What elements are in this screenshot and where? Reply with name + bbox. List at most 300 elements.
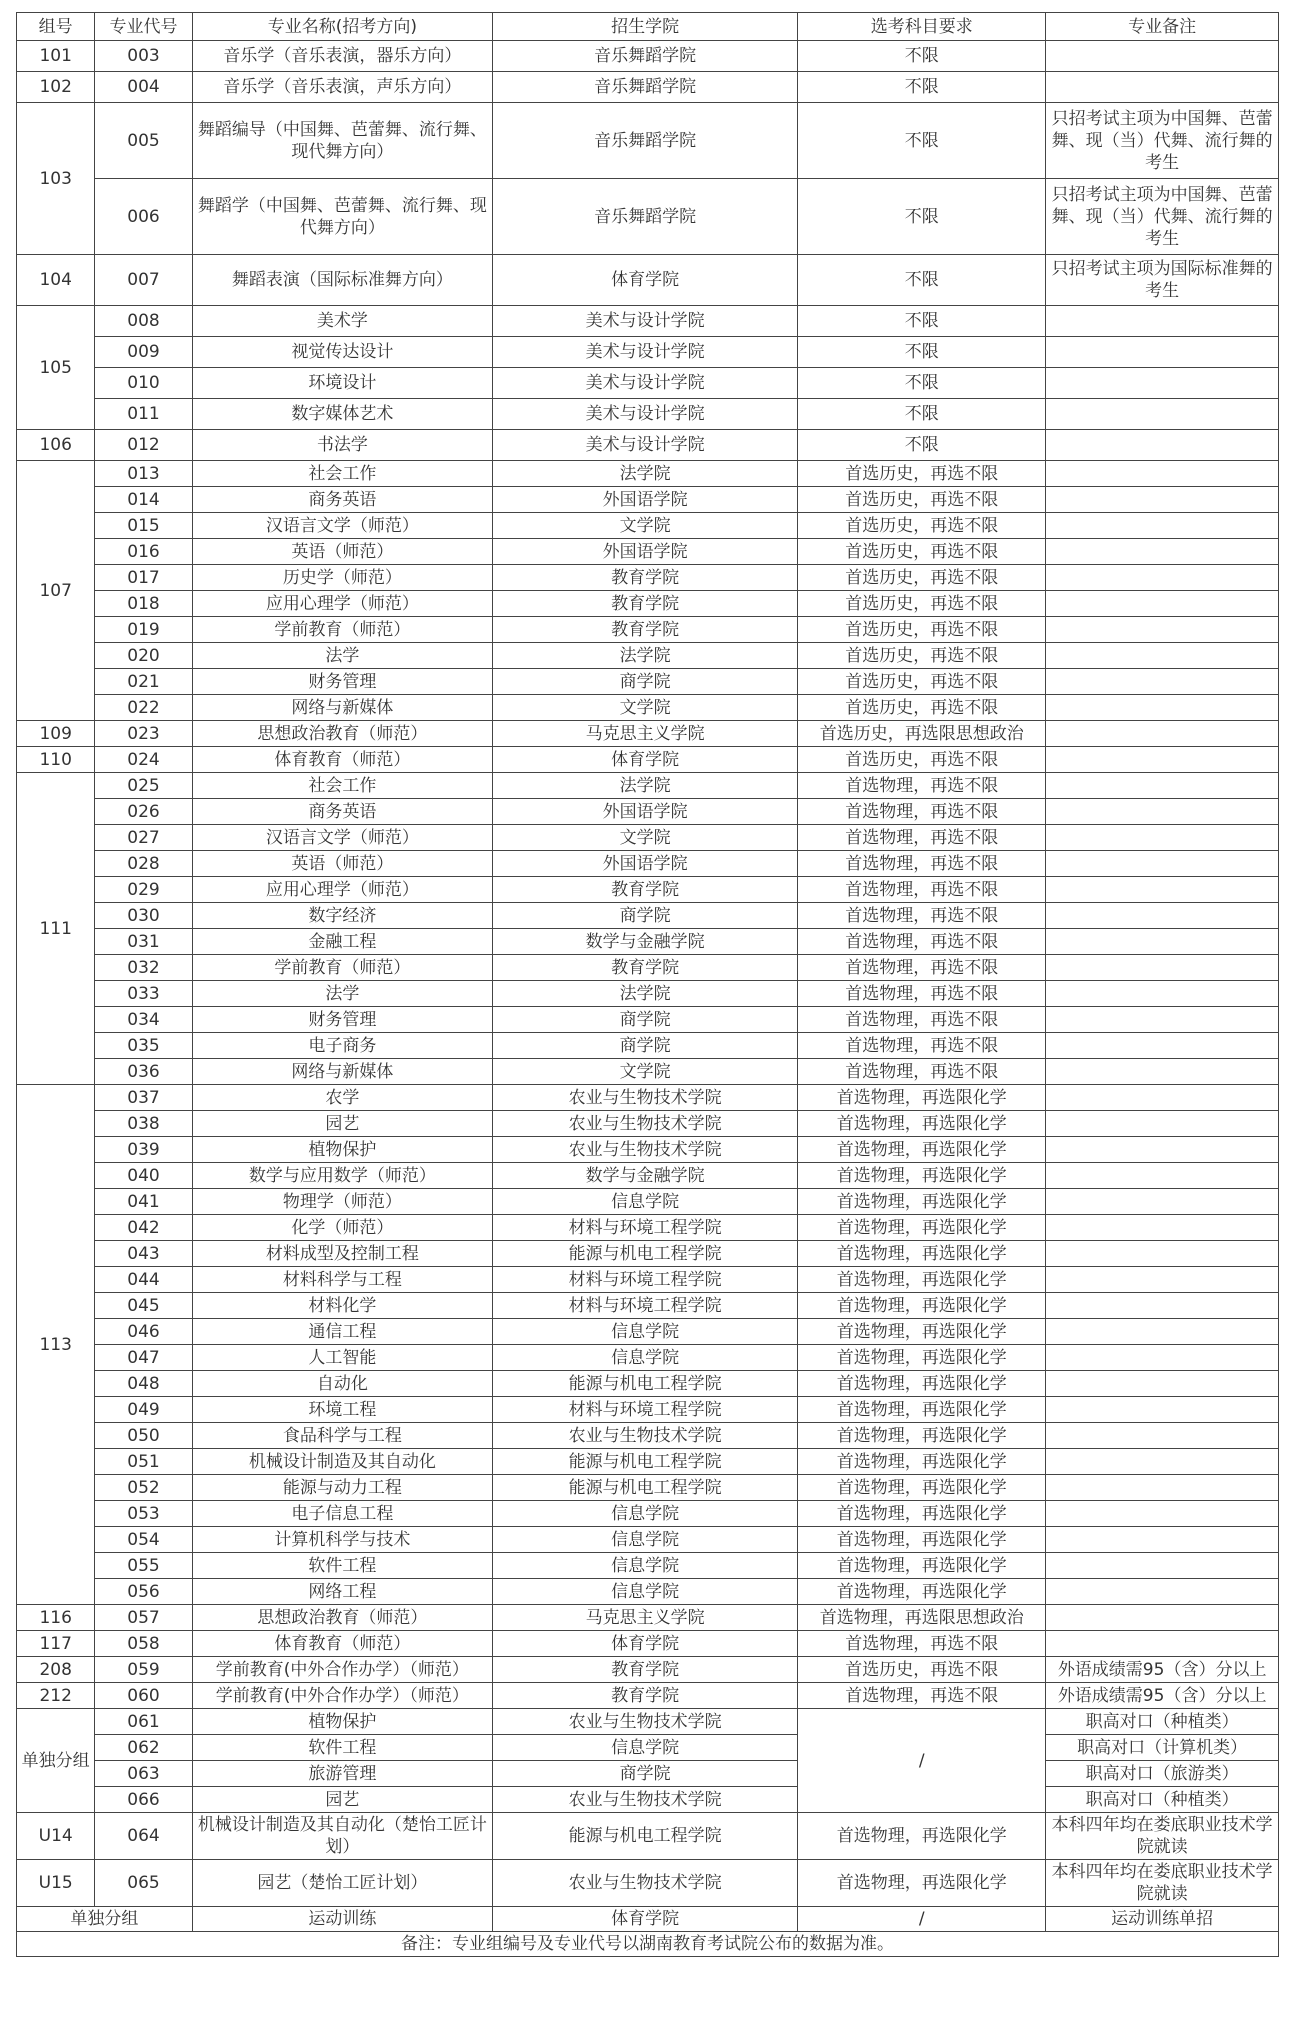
group-cell: 106 bbox=[17, 430, 95, 461]
subject-cell: 不限 bbox=[798, 306, 1046, 337]
remark-cell bbox=[1046, 1345, 1279, 1371]
table-row bbox=[17, 430, 1279, 461]
table-row bbox=[17, 1449, 1279, 1475]
table-row bbox=[17, 1371, 1279, 1397]
code-cell: 048 bbox=[95, 1371, 192, 1397]
header-college: 招生学院 bbox=[493, 13, 798, 41]
subject-cell: 首选物理，再选限化学 bbox=[798, 1189, 1046, 1215]
college-cell: 法学院 bbox=[493, 643, 798, 669]
table-row bbox=[17, 399, 1279, 430]
major-name-cell: 书法学 bbox=[192, 430, 492, 461]
subject-cell: 首选物理，再选不限 bbox=[798, 1631, 1046, 1657]
code-cell: 029 bbox=[95, 877, 192, 903]
subject-cell: 首选历史，再选不限 bbox=[798, 591, 1046, 617]
remark-cell bbox=[1046, 669, 1279, 695]
major-name-cell: 能源与动力工程 bbox=[192, 1475, 492, 1501]
code-cell: 056 bbox=[95, 1579, 192, 1605]
major-name-cell: 机械设计制造及其自动化（楚怡工匠计划） bbox=[192, 1813, 492, 1860]
subject-cell: 首选物理，再选限化学 bbox=[798, 1345, 1046, 1371]
table-row bbox=[17, 1475, 1279, 1501]
table-row bbox=[17, 877, 1279, 903]
college-cell: 文学院 bbox=[493, 695, 798, 721]
code-cell: 045 bbox=[95, 1293, 192, 1319]
college-cell: 商学院 bbox=[493, 1761, 798, 1787]
code-cell: 023 bbox=[95, 721, 192, 747]
table-row bbox=[17, 103, 1279, 179]
table-row bbox=[17, 851, 1279, 877]
major-name-cell: 数学与应用数学（师范） bbox=[192, 1163, 492, 1189]
code-cell: 011 bbox=[95, 399, 192, 430]
major-name-cell: 植物保护 bbox=[192, 1709, 492, 1735]
code-cell: 065 bbox=[95, 1860, 192, 1907]
major-name-cell: 舞蹈编导（中国舞、芭蕾舞、流行舞、现代舞方向） bbox=[192, 103, 492, 179]
subject-cell: 不限 bbox=[798, 399, 1046, 430]
special-row bbox=[17, 1907, 1279, 1932]
college-cell: 信息学院 bbox=[493, 1527, 798, 1553]
table-header bbox=[17, 13, 1279, 41]
code-cell: 041 bbox=[95, 1189, 192, 1215]
code-cell: 042 bbox=[95, 1215, 192, 1241]
code-cell: 032 bbox=[95, 955, 192, 981]
subject-cell: 首选物理，再选不限 bbox=[798, 955, 1046, 981]
major-name-cell: 思想政治教育（师范） bbox=[192, 721, 492, 747]
major-name-cell: 视觉传达设计 bbox=[192, 337, 492, 368]
subject-cell: 首选历史，再选不限 bbox=[798, 643, 1046, 669]
subject-cell: 首选物理，再选限化学 bbox=[798, 1163, 1046, 1189]
subject-cell: 首选物理，再选不限 bbox=[798, 1007, 1046, 1033]
college-cell: 体育学院 bbox=[493, 1631, 798, 1657]
code-cell: 049 bbox=[95, 1397, 192, 1423]
subject-cell: 不限 bbox=[798, 103, 1046, 179]
table-row bbox=[17, 41, 1279, 72]
remark-cell bbox=[1046, 1449, 1279, 1475]
college-cell: 数学与金融学院 bbox=[493, 1163, 798, 1189]
table-row bbox=[17, 1709, 1279, 1735]
subject-cell: 首选物理，再选不限 bbox=[798, 799, 1046, 825]
group-cell: U15 bbox=[17, 1860, 95, 1907]
code-cell: 007 bbox=[95, 255, 192, 306]
college-cell: 教育学院 bbox=[493, 565, 798, 591]
remark-cell bbox=[1046, 1007, 1279, 1033]
code-cell: 021 bbox=[95, 669, 192, 695]
code-cell: 033 bbox=[95, 981, 192, 1007]
major-name-cell: 学前教育(中外合作办学）（师范） bbox=[192, 1657, 492, 1683]
major-name-cell: 学前教育（师范） bbox=[192, 955, 492, 981]
remark-cell bbox=[1046, 1553, 1279, 1579]
table-row bbox=[17, 1085, 1279, 1111]
college-cell: 信息学院 bbox=[493, 1735, 798, 1761]
remark-cell bbox=[1046, 368, 1279, 399]
remark-cell: 职高对口（种植类） bbox=[1046, 1787, 1279, 1813]
remark-cell bbox=[1046, 1059, 1279, 1085]
remark-cell bbox=[1046, 1215, 1279, 1241]
remark-cell bbox=[1046, 1163, 1279, 1189]
table-row bbox=[17, 368, 1279, 399]
subject-cell: 首选物理，再选不限 bbox=[798, 1683, 1046, 1709]
subject-cell: 首选物理，再选限思想政治 bbox=[798, 1605, 1046, 1631]
code-cell: 040 bbox=[95, 1163, 192, 1189]
subject-cell: 首选物理，再选不限 bbox=[798, 773, 1046, 799]
subject-cell: 首选物理，再选限化学 bbox=[798, 1111, 1046, 1137]
table-row bbox=[17, 617, 1279, 643]
group-cell: 117 bbox=[17, 1631, 95, 1657]
group-cell: 111 bbox=[17, 773, 95, 1085]
remark-cell bbox=[1046, 1501, 1279, 1527]
major-name-cell: 美术学 bbox=[192, 306, 492, 337]
subject-cell: 首选物理，再选限化学 bbox=[798, 1397, 1046, 1423]
subject-cell: 首选历史，再选不限 bbox=[798, 565, 1046, 591]
code-cell: 039 bbox=[95, 1137, 192, 1163]
subject-cell: 不限 bbox=[798, 72, 1046, 103]
remark-cell bbox=[1046, 539, 1279, 565]
subject-cell: 不限 bbox=[798, 368, 1046, 399]
code-cell: 034 bbox=[95, 1007, 192, 1033]
header-code: 专业代号 bbox=[95, 13, 192, 41]
group-cell: 102 bbox=[17, 72, 95, 103]
subject-cell: 首选物理，再选限化学 bbox=[798, 1137, 1046, 1163]
college-cell: 数学与金融学院 bbox=[493, 929, 798, 955]
college-cell: 音乐舞蹈学院 bbox=[493, 41, 798, 72]
remark-cell bbox=[1046, 955, 1279, 981]
remark-cell bbox=[1046, 1423, 1279, 1449]
college-cell: 教育学院 bbox=[493, 955, 798, 981]
major-name-cell: 环境工程 bbox=[192, 1397, 492, 1423]
table-row bbox=[17, 1267, 1279, 1293]
major-name-cell: 网络与新媒体 bbox=[192, 695, 492, 721]
code-cell: 059 bbox=[95, 1657, 192, 1683]
code-cell: 012 bbox=[95, 430, 192, 461]
college-cell: 信息学院 bbox=[493, 1501, 798, 1527]
code-cell: 066 bbox=[95, 1787, 192, 1813]
remark-cell: 职高对口（旅游类） bbox=[1046, 1761, 1279, 1787]
remark-cell bbox=[1046, 399, 1279, 430]
college-cell: 商学院 bbox=[493, 1033, 798, 1059]
major-name-cell: 网络与新媒体 bbox=[192, 1059, 492, 1085]
code-cell: 050 bbox=[95, 1423, 192, 1449]
table-row bbox=[17, 1683, 1279, 1709]
subject-cell: 首选历史，再选不限 bbox=[798, 695, 1046, 721]
remark-cell bbox=[1046, 430, 1279, 461]
table-row bbox=[17, 1813, 1279, 1860]
code-cell: 015 bbox=[95, 513, 192, 539]
college-cell: 农业与生物技术学院 bbox=[493, 1787, 798, 1813]
subject-cell: 不限 bbox=[798, 41, 1046, 72]
major-name-cell: 自动化 bbox=[192, 1371, 492, 1397]
table-row bbox=[17, 255, 1279, 306]
remark-cell bbox=[1046, 747, 1279, 773]
subject-cell: 首选历史，再选不限 bbox=[798, 487, 1046, 513]
subject-cell: 首选物理，再选不限 bbox=[798, 825, 1046, 851]
college-cell: 法学院 bbox=[493, 981, 798, 1007]
code-cell: 010 bbox=[95, 368, 192, 399]
subject-cell: 首选物理，再选限化学 bbox=[798, 1241, 1046, 1267]
college-cell: 体育学院 bbox=[493, 255, 798, 306]
table-row bbox=[17, 565, 1279, 591]
code-cell: 022 bbox=[95, 695, 192, 721]
college-cell: 外国语学院 bbox=[493, 851, 798, 877]
table-row bbox=[17, 695, 1279, 721]
remark-cell bbox=[1046, 72, 1279, 103]
table-row bbox=[17, 539, 1279, 565]
subject-cell: 首选物理，再选限化学 bbox=[798, 1475, 1046, 1501]
table-row bbox=[17, 1527, 1279, 1553]
table-row bbox=[17, 1761, 1279, 1787]
subject-cell: 不限 bbox=[798, 179, 1046, 255]
code-cell: 020 bbox=[95, 643, 192, 669]
major-name-cell: 音乐学（音乐表演，声乐方向） bbox=[192, 72, 492, 103]
subject-cell: 首选历史，再选不限 bbox=[798, 1657, 1046, 1683]
college-cell: 商学院 bbox=[493, 669, 798, 695]
subject-cell: 首选历史，再选不限 bbox=[798, 513, 1046, 539]
table-row bbox=[17, 1553, 1279, 1579]
major-name-cell: 通信工程 bbox=[192, 1319, 492, 1345]
code-cell: 051 bbox=[95, 1449, 192, 1475]
subject-cell: 首选物理，再选不限 bbox=[798, 851, 1046, 877]
college-cell: 体育学院 bbox=[493, 747, 798, 773]
table-row bbox=[17, 1631, 1279, 1657]
remark-cell bbox=[1046, 903, 1279, 929]
table-row bbox=[17, 1215, 1279, 1241]
code-cell: 014 bbox=[95, 487, 192, 513]
subject-cell: 首选物理，再选不限 bbox=[798, 903, 1046, 929]
subject-cell: 不限 bbox=[798, 337, 1046, 368]
remark-cell bbox=[1046, 1033, 1279, 1059]
subject-cell: 不限 bbox=[798, 430, 1046, 461]
subject-cell: 首选历史，再选限思想政治 bbox=[798, 721, 1046, 747]
table-row bbox=[17, 1787, 1279, 1813]
college-cell: 教育学院 bbox=[493, 1683, 798, 1709]
major-name-cell: 物理学（师范） bbox=[192, 1189, 492, 1215]
code-cell: 003 bbox=[95, 41, 192, 72]
remark-cell: 外语成绩需95（含）分以上 bbox=[1046, 1657, 1279, 1683]
college-cell: 材料与环境工程学院 bbox=[493, 1397, 798, 1423]
major-name-cell: 网络工程 bbox=[192, 1579, 492, 1605]
group-cell: 208 bbox=[17, 1657, 95, 1683]
college-cell: 音乐舞蹈学院 bbox=[493, 72, 798, 103]
major-name-cell: 音乐学（音乐表演，器乐方向） bbox=[192, 41, 492, 72]
code-cell: 031 bbox=[95, 929, 192, 955]
major-name-cell: 社会工作 bbox=[192, 773, 492, 799]
college-cell: 教育学院 bbox=[493, 1657, 798, 1683]
college-cell: 文学院 bbox=[493, 825, 798, 851]
table-row bbox=[17, 591, 1279, 617]
major-name-cell: 思想政治教育（师范） bbox=[192, 1605, 492, 1631]
major-name-cell: 体育教育（师范） bbox=[192, 747, 492, 773]
group-cell: 109 bbox=[17, 721, 95, 747]
college-cell: 文学院 bbox=[493, 513, 798, 539]
group-cell: 104 bbox=[17, 255, 95, 306]
admission-table-wrapper bbox=[16, 12, 1279, 1957]
college-cell: 音乐舞蹈学院 bbox=[493, 103, 798, 179]
code-cell: 028 bbox=[95, 851, 192, 877]
table-row bbox=[17, 1189, 1279, 1215]
group-cell: 212 bbox=[17, 1683, 95, 1709]
college-cell: 法学院 bbox=[493, 773, 798, 799]
remark-cell bbox=[1046, 1267, 1279, 1293]
code-cell: 026 bbox=[95, 799, 192, 825]
remark-cell: 职高对口（种植类） bbox=[1046, 1709, 1279, 1735]
subject-cell: / bbox=[798, 1709, 1046, 1813]
remark-cell: 只招考试主项为中国舞、芭蕾舞、现（当）代舞、流行舞的考生 bbox=[1046, 179, 1279, 255]
remark-cell bbox=[1046, 1319, 1279, 1345]
major-name-cell: 金融工程 bbox=[192, 929, 492, 955]
table-row bbox=[17, 1657, 1279, 1683]
code-cell: 053 bbox=[95, 1501, 192, 1527]
remark-cell bbox=[1046, 929, 1279, 955]
college-cell: 信息学院 bbox=[493, 1345, 798, 1371]
college-cell: 农业与生物技术学院 bbox=[493, 1709, 798, 1735]
group-cell: 113 bbox=[17, 1085, 95, 1605]
header-group: 组号 bbox=[17, 13, 95, 41]
college-cell: 农业与生物技术学院 bbox=[493, 1137, 798, 1163]
code-cell: 058 bbox=[95, 1631, 192, 1657]
remark-cell bbox=[1046, 1631, 1279, 1657]
remark-cell: 外语成绩需95（含）分以上 bbox=[1046, 1683, 1279, 1709]
group-cell: 107 bbox=[17, 461, 95, 721]
major-name-cell: 舞蹈学（中国舞、芭蕾舞、流行舞、现代舞方向） bbox=[192, 179, 492, 255]
major-name-cell: 历史学（师范） bbox=[192, 565, 492, 591]
major-name-cell: 商务英语 bbox=[192, 487, 492, 513]
college-cell: 美术与设计学院 bbox=[493, 399, 798, 430]
code-cell: 027 bbox=[95, 825, 192, 851]
remark-cell bbox=[1046, 1605, 1279, 1631]
subject-cell: 首选物理，再选限化学 bbox=[798, 1371, 1046, 1397]
major-name-cell: 英语（师范） bbox=[192, 851, 492, 877]
remark-cell bbox=[1046, 337, 1279, 368]
code-cell: 054 bbox=[95, 1527, 192, 1553]
code-cell: 017 bbox=[95, 565, 192, 591]
group-cell: 110 bbox=[17, 747, 95, 773]
code-cell: 005 bbox=[95, 103, 192, 179]
remark-cell bbox=[1046, 825, 1279, 851]
remark-cell bbox=[1046, 487, 1279, 513]
major-name-cell: 数字经济 bbox=[192, 903, 492, 929]
code-cell: 052 bbox=[95, 1475, 192, 1501]
special-college-cell: 体育学院 bbox=[493, 1907, 798, 1932]
code-cell: 046 bbox=[95, 1319, 192, 1345]
major-name-cell: 环境设计 bbox=[192, 368, 492, 399]
subject-cell: 首选物理，再选限化学 bbox=[798, 1449, 1046, 1475]
subject-cell: 首选物理，再选限化学 bbox=[798, 1553, 1046, 1579]
header-remark: 专业备注 bbox=[1046, 13, 1279, 41]
footnote-row bbox=[17, 1932, 1279, 1957]
remark-cell bbox=[1046, 721, 1279, 747]
college-cell: 材料与环境工程学院 bbox=[493, 1215, 798, 1241]
code-cell: 063 bbox=[95, 1761, 192, 1787]
remark-cell bbox=[1046, 1085, 1279, 1111]
table-row bbox=[17, 1059, 1279, 1085]
remark-cell bbox=[1046, 1137, 1279, 1163]
remark-cell bbox=[1046, 1189, 1279, 1215]
major-name-cell: 体育教育（师范） bbox=[192, 1631, 492, 1657]
table-row bbox=[17, 1111, 1279, 1137]
subject-cell: 首选物理，再选限化学 bbox=[798, 1215, 1046, 1241]
subject-cell: 首选物理，再选不限 bbox=[798, 981, 1046, 1007]
table-row bbox=[17, 72, 1279, 103]
table-row bbox=[17, 1501, 1279, 1527]
code-cell: 030 bbox=[95, 903, 192, 929]
major-name-cell: 数字媒体艺术 bbox=[192, 399, 492, 430]
major-name-cell: 学前教育(中外合作办学）（师范） bbox=[192, 1683, 492, 1709]
table-row bbox=[17, 747, 1279, 773]
subject-cell: 首选物理，再选限化学 bbox=[798, 1423, 1046, 1449]
college-cell: 教育学院 bbox=[493, 877, 798, 903]
remark-cell bbox=[1046, 591, 1279, 617]
college-cell: 材料与环境工程学院 bbox=[493, 1267, 798, 1293]
college-cell: 美术与设计学院 bbox=[493, 306, 798, 337]
major-name-cell: 学前教育（师范） bbox=[192, 617, 492, 643]
special-remark-cell: 运动训练单招 bbox=[1046, 1907, 1279, 1932]
major-name-cell: 汉语言文学（师范） bbox=[192, 825, 492, 851]
code-cell: 057 bbox=[95, 1605, 192, 1631]
college-cell: 马克思主义学院 bbox=[493, 1605, 798, 1631]
remark-cell bbox=[1046, 773, 1279, 799]
code-cell: 018 bbox=[95, 591, 192, 617]
subject-cell: 首选历史，再选不限 bbox=[798, 617, 1046, 643]
major-name-cell: 园艺（楚怡工匠计划） bbox=[192, 1860, 492, 1907]
subject-cell: 首选物理，再选限化学 bbox=[798, 1267, 1046, 1293]
college-cell: 信息学院 bbox=[493, 1553, 798, 1579]
subject-cell: 首选物理，再选限化学 bbox=[798, 1319, 1046, 1345]
subject-cell: 首选物理，再选限化学 bbox=[798, 1579, 1046, 1605]
table-row bbox=[17, 903, 1279, 929]
subject-cell: 首选物理，再选不限 bbox=[798, 1033, 1046, 1059]
major-name-cell: 化学（师范） bbox=[192, 1215, 492, 1241]
major-name-cell: 商务英语 bbox=[192, 799, 492, 825]
table-row bbox=[17, 1293, 1279, 1319]
table-row bbox=[17, 306, 1279, 337]
college-cell: 农业与生物技术学院 bbox=[493, 1085, 798, 1111]
subject-cell: 首选物理，再选限化学 bbox=[798, 1501, 1046, 1527]
group-cell: 103 bbox=[17, 103, 95, 255]
college-cell: 信息学院 bbox=[493, 1579, 798, 1605]
college-cell: 能源与机电工程学院 bbox=[493, 1449, 798, 1475]
remark-cell: 本科四年均在娄底职业技术学院就读 bbox=[1046, 1813, 1279, 1860]
table-row bbox=[17, 773, 1279, 799]
table-row bbox=[17, 929, 1279, 955]
table-row bbox=[17, 1345, 1279, 1371]
code-cell: 035 bbox=[95, 1033, 192, 1059]
subject-cell: 首选物理，再选不限 bbox=[798, 877, 1046, 903]
code-cell: 036 bbox=[95, 1059, 192, 1085]
special-subject-cell: / bbox=[798, 1907, 1046, 1932]
remark-cell bbox=[1046, 1241, 1279, 1267]
remark-cell bbox=[1046, 513, 1279, 539]
table-row bbox=[17, 1319, 1279, 1345]
major-name-cell: 材料成型及控制工程 bbox=[192, 1241, 492, 1267]
footnote: 备注：专业组编号及专业代号以湖南教育考试院公布的数据为准。 bbox=[17, 1932, 1279, 1957]
college-cell: 文学院 bbox=[493, 1059, 798, 1085]
special-group-cell: 单独分组 bbox=[17, 1907, 193, 1932]
table-body bbox=[17, 41, 1279, 1907]
table-row bbox=[17, 1860, 1279, 1907]
table-row bbox=[17, 1605, 1279, 1631]
major-name-cell: 软件工程 bbox=[192, 1553, 492, 1579]
subject-cell: 首选物理，再选限化学 bbox=[798, 1860, 1046, 1907]
remark-cell bbox=[1046, 1293, 1279, 1319]
college-cell: 教育学院 bbox=[493, 591, 798, 617]
group-cell: 单独分组 bbox=[17, 1709, 95, 1813]
major-name-cell: 法学 bbox=[192, 981, 492, 1007]
table-row bbox=[17, 1241, 1279, 1267]
college-cell: 教育学院 bbox=[493, 617, 798, 643]
major-name-cell: 舞蹈表演（国际标准舞方向） bbox=[192, 255, 492, 306]
header-row bbox=[17, 13, 1279, 41]
table-row bbox=[17, 1397, 1279, 1423]
remark-cell bbox=[1046, 695, 1279, 721]
group-cell: U14 bbox=[17, 1813, 95, 1860]
major-name-cell: 植物保护 bbox=[192, 1137, 492, 1163]
